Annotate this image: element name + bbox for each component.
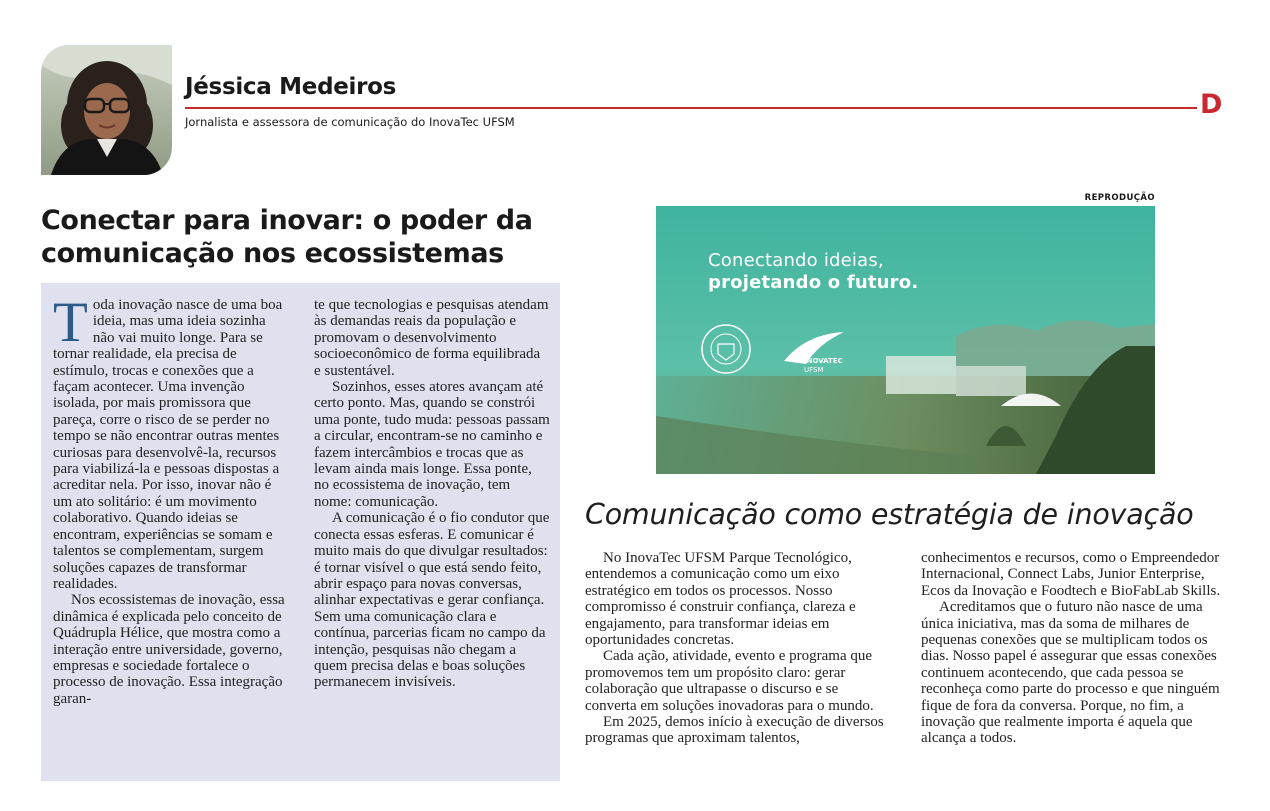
- headline-line-1: Conectar para inovar: o poder da: [41, 205, 533, 236]
- intro-paragraph-1: oda inovação nasce de uma boa ideia, mas uma ideia sozinha não vai muito longe. Para se tornar realidade, ela precisa de estímulo, trocas e conexões que a façam acontecer. Uma invenção isolada, por mais promissora que pareça, corre o risco de se perder no tempo se não encontrar outras mentes curiosas para desenvolvê-la, recursos para viabilizá-la e pessoas dispostas a acreditar nela. Por isso, inovar não é um ato solitário: é um movimento colaborativo. Quando ideias se encontram, experiências se somam e talentos se complementam, surgem soluções capazes de transformar realidades.: [53, 297, 283, 592]
- headline: [41, 204, 561, 270]
- drop-cap: T: [53, 291, 88, 354]
- headline-line-2: comunicação nos ecossistemas: [41, 238, 504, 269]
- photo-tagline-2: projetando o futuro.: [708, 272, 919, 293]
- section2-paragraph-2: Cada ação, atividade, evento e programa que promovemos tem um propósito claro: gerar colaboração que ultrapasse o discurso e se converta em soluções inovadoras para o mundo.: [585, 648, 874, 714]
- intro-text-box: [41, 283, 560, 781]
- author-photo: [41, 45, 172, 175]
- header-rule: [185, 107, 1197, 109]
- section2-paragraph-5: Acreditamos que o futuro não nasce de uma única iniciativa, mas da soma de milhares de pequenas conexões que se multiplicam todos os dias. Nosso papel é assegurar que essas conexões continuem acontecendo, que cada pessoa se reconheça como parte do processo e que ninguém fique de fora da conversa. Porque, no fim, a inovação que realmente importa é aquela que alcança a todos.: [921, 599, 1220, 747]
- section2-paragraph-3: Em 2025, demos início à execução de diversos programas que aproximam talentos,: [585, 714, 884, 747]
- photo-tagline-1: Conectando ideias,: [708, 250, 884, 271]
- section2-column-1: [585, 550, 887, 747]
- section-subheading: Comunicação como estratégia de inovação: [585, 498, 1194, 531]
- inovatec-logo-text: INOVATEC: [804, 357, 843, 365]
- author-name: Jéssica Medeiros: [185, 74, 397, 100]
- author-role: Jornalista e assessora de comunicação do InovaTec UFSM: [185, 115, 515, 129]
- intro-paragraph-4: Sozinhos, esses atores avançam até certo ponto. Mas, quando se constrói uma ponte, tudo muda: pessoas passam a circular, encontram-se no caminho e fazem intercâmbios e trocas que as levam ainda mais longe. Essa ponte, no ecossistema de inovação, tem nome: comunicação.: [314, 379, 550, 510]
- campus-photo: [656, 206, 1155, 474]
- intro-paragraph-3: te que tecnologias e pesquisas atendam às demandas reais da população e promovam o desenvolvimento socioeconômico de forma equilibrada e sustentável.: [314, 297, 549, 379]
- brand-letter-logo: D: [1200, 89, 1223, 120]
- intro-paragraph-5: A comunicação é o fio condutor que conecta essas esferas. E comunicar é muito mais do que divulgar resultados: é tornar visível o que está sendo feito, abrir espaço para novas conversas, alinhar expectativas e gerar confiança. Sem uma comunicação clara e contínua, parcerias ficam no campo da intenção, pesquisas não chegam a quem precisa delas e boas soluções permanecem invisíveis.: [314, 510, 550, 691]
- inovatec-logo-sub: UFSM: [804, 366, 824, 374]
- section2-column-2: [921, 550, 1223, 747]
- campus-photo-illustration: [656, 206, 1155, 474]
- intro-column-2: [314, 297, 550, 691]
- section2-paragraph-1: No InovaTec UFSM Parque Tecnológico, entendemos a comunicação como um eixo estratégico em todos os processos. Nosso compromisso é construir confiança, clareza e engajamento, para transformar ideias em oportunidades concretas.: [585, 550, 856, 649]
- intro-paragraph-2: Nos ecossistemas de inovação, essa dinâmica é explicada pelo conceito de Quádrupla Hélice, que mostra como a interação entre universidade, governo, empresas e sociedade fortalece o processo de inovação. Essa integração garan-: [53, 592, 285, 707]
- section2-paragraph-4: conhecimentos e recursos, como o Empreendedor Internacional, Connect Labs, Junior Enterprise, Ecos da Inovação e Foodtech e BioFabLab Skills.: [921, 550, 1221, 599]
- photo-credit: REPRODUÇÃO: [1084, 193, 1155, 203]
- author-portrait-illustration: [41, 45, 172, 175]
- intro-column-1: [53, 291, 291, 707]
